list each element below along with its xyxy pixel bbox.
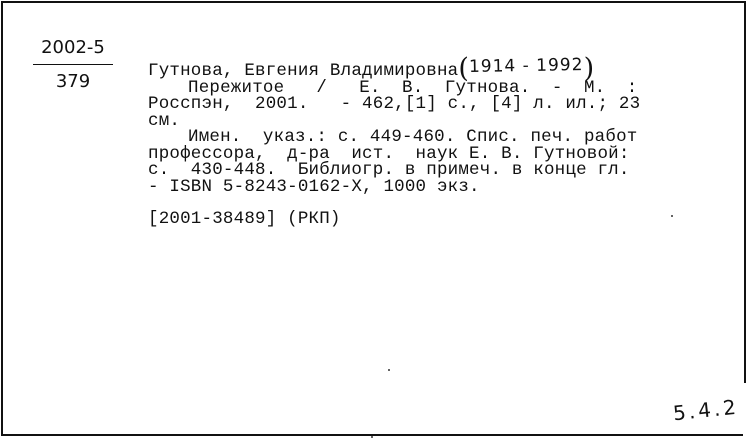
accession-number: [2001-38489] (РКП) xyxy=(148,209,341,229)
bibliographic-entry xyxy=(148,53,723,229)
ink-speck xyxy=(371,436,373,438)
ink-speck xyxy=(671,215,673,217)
shelfmark-bottom: 379 xyxy=(55,71,91,92)
shelfmark-top: 2002-5 xyxy=(41,37,105,58)
shelfmark xyxy=(33,37,113,92)
note-line-1: Имен. указ.: с. 449-460. Спис. печ. работ xyxy=(188,127,638,147)
ink-speck xyxy=(388,369,390,371)
author-heading-row xyxy=(148,53,723,84)
note-line-4: - ISBN 5-8243-0162-Х, 1000 экз. xyxy=(148,176,480,197)
shelfmark-divider xyxy=(33,64,113,65)
title-line-2: Росспэн, 2001. - 462,[1] с., [4] л. ил.; 23 xyxy=(148,94,641,114)
catalog-card xyxy=(1,1,746,436)
title-line-1: Пережитое / Е. В. Гутнова. - М. : xyxy=(188,77,638,98)
author-heading: Гутнова, Евгения Владимировна xyxy=(148,61,459,81)
handwritten-paren-open: ( xyxy=(458,53,470,84)
handwritten-paren-close: ) xyxy=(583,53,595,84)
note-line-3: с. 430-448. Библиогр. в примеч. в конце гл. xyxy=(148,160,630,180)
handwritten-life-dates: 1914 - 1992 xyxy=(468,55,584,77)
handwritten-corner-mark: 5.4.2 xyxy=(671,394,740,426)
title-line-3: см. xyxy=(148,110,181,131)
note-line-2: профессора, д-ра ист. наук Е. В. Гутновой: xyxy=(148,143,630,164)
